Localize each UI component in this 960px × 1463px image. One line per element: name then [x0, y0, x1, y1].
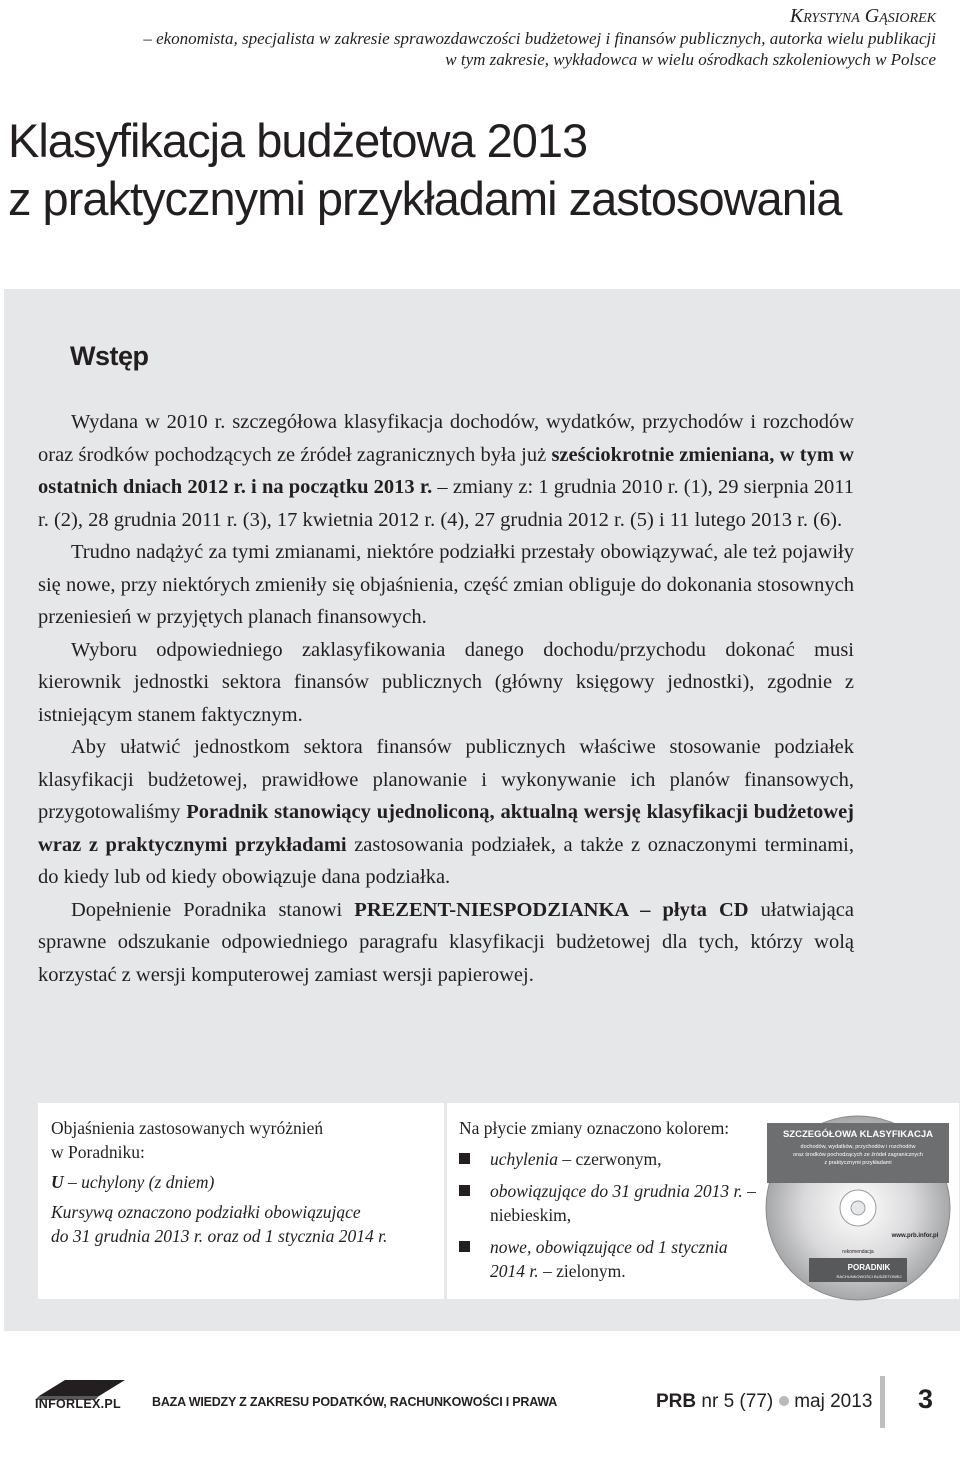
p5-text-c: ułatwiająca sprawne odszukanie odpowiedniego paragrafu klasyfikacji budżetowej dla tych, którzy wolą korzystać z wersji komputerowej zamiast wersji papierowej.	[38, 898, 854, 986]
cd-legend-heading: Na płycie zmiany oznaczono kolorem:	[459, 1118, 730, 1138]
legend-term: obowiązujące do 31 grudnia 2013 r.	[490, 1181, 743, 1201]
u-key: U	[51, 1172, 64, 1192]
author-bio-line-1: – ekonomista, specjalista w zakresie sprawozdawczości budżetowej i finansów publicznych, autorka wielu publikacji	[143, 29, 936, 48]
legend-item	[459, 1235, 759, 1283]
legend-desc: – czerwonym,	[558, 1149, 662, 1169]
square-bullet-icon	[459, 1241, 470, 1252]
p1-text-a: Wydana w 2010 r. szczegółowa klasyfikacja dochodów, wydatków, przychodów i rozchodów oraz środków pochodzących ze źródeł zagranicznych była już	[38, 411, 854, 466]
cd-recommend: rekomendacja	[842, 1249, 874, 1255]
cd-disc-image	[765, 1115, 951, 1301]
legend-heading-2: w Poradniku:	[51, 1142, 145, 1162]
logo-text: INFORLEX.PL	[35, 1397, 121, 1411]
issue-number: nr 5 (77)	[696, 1391, 774, 1412]
author-bio-line-2: w tym zakresie, wykładowca w wielu ośrodkach szkoleniowych w Polsce	[445, 50, 936, 69]
u-desc: – uchylony (z dniem)	[63, 1172, 215, 1192]
author-name: Krystyna Gąsiorek	[789, 5, 936, 27]
legend-u-entry	[51, 1170, 444, 1194]
journal-name: PRB	[656, 1391, 697, 1412]
page-footer	[0, 1370, 960, 1430]
square-bullet-icon	[459, 1153, 470, 1164]
issue-info	[656, 1391, 872, 1413]
cd-title: SZCZEGÓŁOWA KLASYFIKACJA	[782, 1129, 934, 1140]
page-number: 3	[918, 1384, 934, 1414]
author-block	[143, 4, 936, 70]
paragraph-2: Trudno nadążyć za tymi zmianami, niektóre podziałki przestały obowiązywać, ale też pojawiły się nowe, przy niektórych zmieniły się objaśnienia, część zmian obliguje do dokonania stosownych przeniesień w przyjętych planach finansowych.	[38, 541, 854, 628]
legend-desc: – niebieskim,	[490, 1181, 756, 1225]
legend-box-left	[38, 1103, 444, 1299]
paragraph-4	[38, 731, 854, 894]
italic-note-2: do 31 grudnia 2013 r. oraz od 1 stycznia 2014 r.	[51, 1226, 388, 1246]
legend-item	[459, 1179, 759, 1227]
legend-box-right	[447, 1103, 959, 1299]
p4-text-a: Aby ułatwić jednostkom sektora finansów publicznych właściwe stosowanie podziałek klasyfikacji budżetowej, prawidłowe planowanie i wykonywanie ich planów finansowych, przygotowaliśmy	[38, 736, 854, 823]
paragraph-1	[38, 406, 854, 536]
paragraph-5	[38, 894, 854, 992]
title-line-1: Klasyfikacja budżetowa 2013	[8, 114, 588, 167]
separator-dot-icon	[779, 1396, 789, 1406]
square-bullet-icon	[459, 1185, 470, 1196]
p5-bold: PREZENT-NIESPODZIANKA – płyta CD	[354, 898, 749, 921]
legend-term: nowe, obowiązujące od 1 stycznia 2014 r.	[490, 1237, 728, 1281]
cd-subtitle-2: oraz środków pochodzących ze źródeł zagranicznych	[793, 1152, 923, 1158]
cd-url: www.prb.infor.pl	[891, 1233, 939, 1239]
cd-badge: PORADNIK	[847, 1263, 891, 1272]
legend-heading-1: Objaśnienia zastosowanych wyróżnień	[51, 1118, 324, 1138]
footer-divider	[880, 1376, 885, 1428]
footer-tagline: BAZA WIEDZY Z ZAKRESU PODATKÓW, RACHUNKOWOŚCI I PRAWA	[152, 1395, 558, 1409]
article-body	[38, 406, 854, 991]
p1-text-c: – zmiany z: 1 grudnia 2010 r. (1), 29 sierpnia 2011 r. (2), 28 grudnia 2011 r. (3), 17 kwietnia 2012 r. (4), 27 grudnia 2012 r. (5) i 11 lutego 2013 r. (6).	[38, 476, 854, 531]
article-title	[8, 112, 948, 228]
p4-bold: Poradnik stanowiący ujednoliconą, aktualną wersję klasyfikacji budżetowej wraz z praktycznymi przykładami	[38, 801, 854, 856]
issue-date: maj 2013	[794, 1391, 873, 1412]
italic-note-1: Kursywą oznaczono podziałki obowiązujące	[51, 1202, 361, 1222]
paragraph-3: Wyboru odpowiedniego zaklasyfikowania danego dochodu/przychodu dokonać musi kierownik jednostki sektora finansów publicznych (główny księgowy jednostki), zgodnie z istniejącym stanem faktycznym.	[38, 638, 854, 726]
color-legend-list	[459, 1147, 759, 1283]
p4-text-c: zastosowania podziałek, a także z oznaczonymi terminami, do kiedy lub od kiedy obowiązuje dana podziałka.	[38, 833, 854, 888]
legend-desc: – zielonym.	[538, 1261, 626, 1281]
section-heading: Wstęp	[70, 341, 149, 371]
title-line-2: z praktycznymi przykładami zastosowania	[8, 172, 842, 225]
legend-item	[459, 1147, 759, 1171]
legend-term: uchylenia	[490, 1149, 559, 1169]
p5-text-a: Dopełnienie Poradnika stanowi	[71, 898, 355, 921]
p1-bold: sześciokrotnie zmieniana, w tym w ostatnich dniach 2012 r. i na początku 2013 r.	[38, 443, 854, 498]
cd-subtitle-1: dochodów, wydatków, przychodów i rozchodów	[800, 1144, 916, 1150]
cd-subtitle-3: z praktycznymi przykładami	[824, 1160, 892, 1166]
cd-badge-sub: RACHUNKOWOŚCI BUDŻETOWEJ	[836, 1274, 902, 1279]
